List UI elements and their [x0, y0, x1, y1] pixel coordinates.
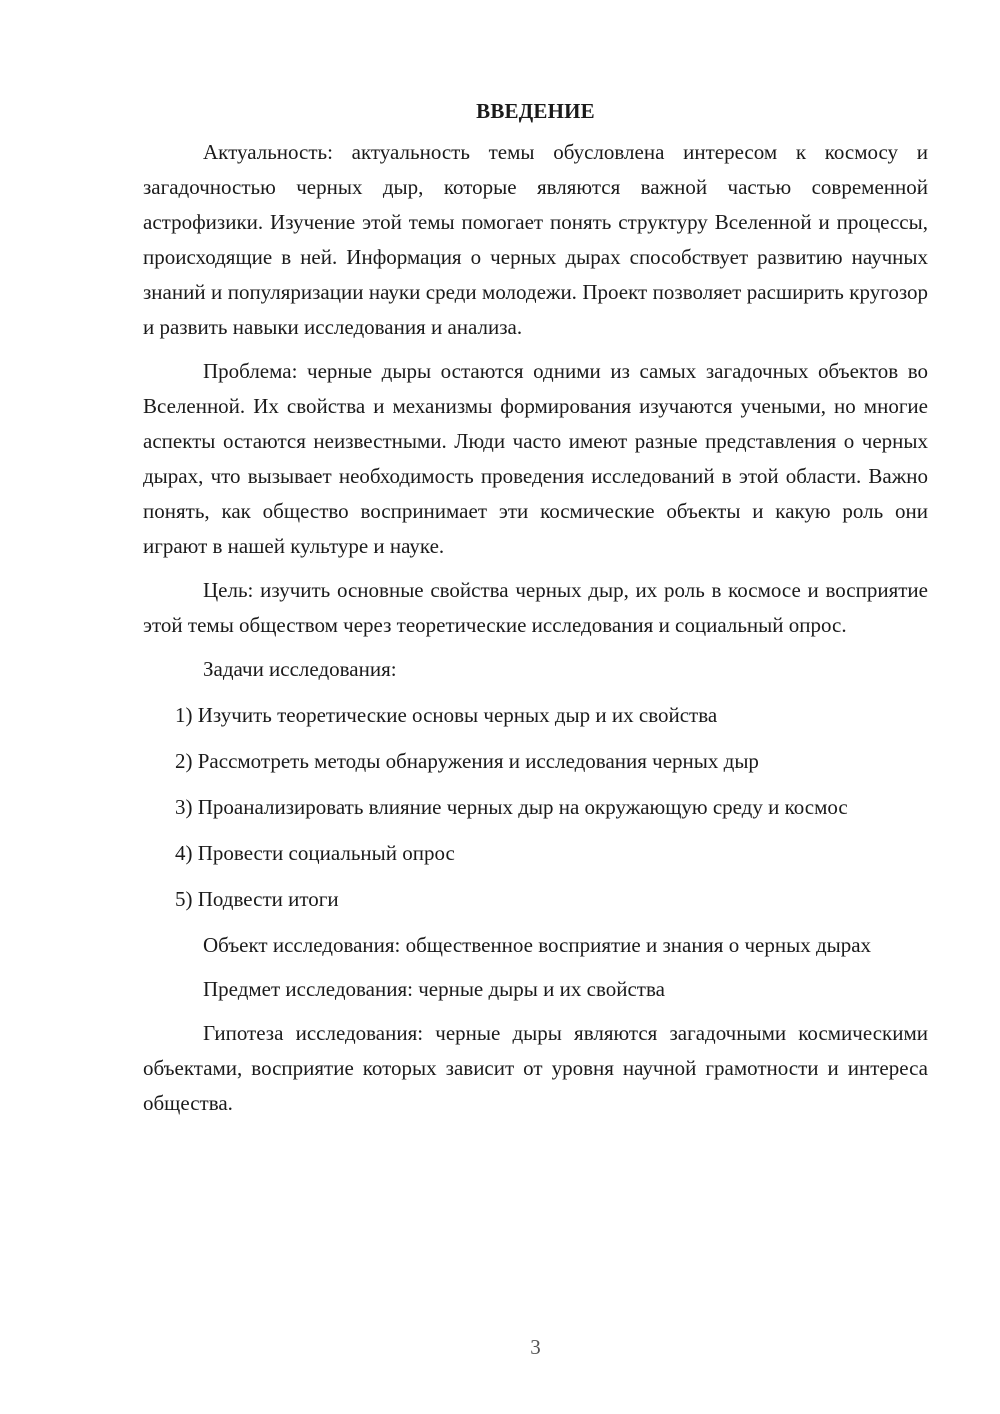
paragraph-object: Объект исследования: общественное восприятие и знания о черных дырах [203, 933, 872, 957]
paragraph-goal: Цель: изучить основные свойства черных дыр, их роль в космосе и восприятие этой темы обществом через теоретические исследования и социальный опрос. [143, 578, 928, 637]
page-number: 3 [530, 1335, 541, 1359]
task-item-5: 5) Подвести итоги [175, 887, 339, 911]
paragraph-subject: Предмет исследования: черные дыры и их свойства [203, 977, 665, 1001]
tasks-heading: Задачи исследования: [203, 657, 397, 681]
paragraph-relevance: Актуальность: актуальность темы обусловлена интересом к космосу и загадочностью черных дыр, которые являются важной частью современной астрофизики. Изучение этой темы помогает понять структуру Вселенной и процессы, происходящие в ней. Информация о черных дырах способствует развитию научных знаний и популяризации науки среди молодежи. Проект позволяет расширить кругозор и развить навыки исследования и анализа. [143, 140, 928, 339]
task-item-4: 4) Провести социальный опрос [175, 841, 455, 865]
paragraph-hypothesis: Гипотеза исследования: черные дыры являются загадочными космическими объектами, восприятие которых зависит от уровня научной грамотности и интереса общества. [143, 1021, 928, 1115]
document-page [143, 96, 928, 1130]
task-item-1: 1) Изучить теоретические основы черных дыр и их свойства [175, 703, 718, 727]
paragraph-problem: Проблема: черные дыры остаются одними из самых загадочных объектов во Вселенной. Их свойства и механизмы формирования изучаются учеными, но многие аспекты остаются неизвестными. Люди часто имеют разные представления о черных дырах, что вызывает необходимость проведения исследований в этой области. Важно понять, как общество воспринимает эти космические объекты и какую роль они играют в нашей культуре и науке. [143, 359, 928, 558]
section-title: ВВЕДЕНИЕ [476, 99, 595, 123]
task-item-3: 3) Проанализировать влияние черных дыр на окружающую среду и космос [175, 795, 848, 819]
task-item-2: 2) Рассмотреть методы обнаружения и исследования черных дыр [175, 749, 759, 773]
